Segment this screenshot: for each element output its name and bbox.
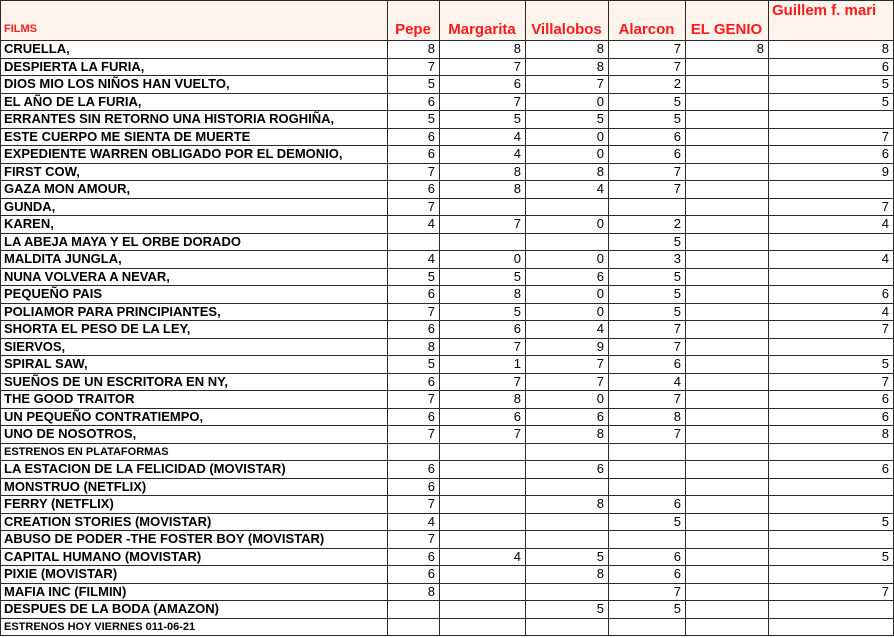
score-cell[interactable]: 3	[609, 251, 686, 269]
score-cell[interactable]	[686, 531, 769, 549]
film-row	[1, 426, 894, 444]
score-cell[interactable]: 6	[609, 128, 686, 146]
score-cell[interactable]	[686, 461, 769, 479]
header-cell-villalobos[interactable]: Villalobos	[526, 1, 609, 41]
score-cell[interactable]: 0	[526, 391, 609, 409]
score-cell[interactable]: 5	[388, 76, 440, 94]
score-cell[interactable]: 7	[609, 391, 686, 409]
score-cell[interactable]	[769, 181, 894, 199]
score-cell[interactable]: 8	[686, 41, 769, 59]
score-cell[interactable]	[609, 198, 686, 216]
score-cell[interactable]: 8	[526, 163, 609, 181]
film-title-cell[interactable]: EL AÑO DE LA FURIA,	[1, 93, 388, 111]
header-cell-pepe[interactable]: Pepe	[388, 1, 440, 41]
score-cell[interactable]	[440, 478, 526, 496]
score-cell[interactable]	[686, 373, 769, 391]
film-title-cell[interactable]: THE GOOD TRAITOR	[1, 391, 388, 409]
score-cell[interactable]: 8	[440, 286, 526, 304]
score-cell[interactable]: 7	[388, 531, 440, 549]
score-cell[interactable]: 0	[526, 128, 609, 146]
score-cell[interactable]: 7	[526, 356, 609, 374]
empty-cell[interactable]	[388, 443, 440, 461]
film-title-cell[interactable]: KAREN,	[1, 216, 388, 234]
film-row	[1, 338, 894, 356]
empty-cell[interactable]	[686, 618, 769, 636]
empty-cell[interactable]	[609, 443, 686, 461]
score-cell[interactable]: 9	[526, 338, 609, 356]
score-cell[interactable]	[769, 531, 894, 549]
empty-cell[interactable]	[769, 618, 894, 636]
score-cell[interactable]: 5	[769, 513, 894, 531]
score-cell[interactable]: 5	[769, 76, 894, 94]
score-cell[interactable]: 5	[526, 111, 609, 129]
score-cell[interactable]	[686, 338, 769, 356]
film-title-cell[interactable]: LA ESTACION DE LA FELICIDAD (MOVISTAR)	[1, 461, 388, 479]
score-cell[interactable]	[686, 583, 769, 601]
score-cell[interactable]: 8	[526, 496, 609, 514]
film-row	[1, 548, 894, 566]
score-cell[interactable]: 5	[609, 268, 686, 286]
score-cell[interactable]: 7	[440, 216, 526, 234]
film-title-cell[interactable]: PIXIE (MOVISTAR)	[1, 566, 388, 584]
score-cell[interactable]: 4	[440, 146, 526, 164]
film-title-cell[interactable]: DIOS MIO LOS NIÑOS HAN VUELTO,	[1, 76, 388, 94]
score-cell[interactable]: 7	[609, 338, 686, 356]
score-cell[interactable]	[686, 268, 769, 286]
score-cell[interactable]	[440, 513, 526, 531]
score-cell[interactable]: 8	[769, 41, 894, 59]
film-title-cell[interactable]: NUNA VOLVERA A NEVAR,	[1, 268, 388, 286]
score-cell[interactable]: 4	[769, 251, 894, 269]
film-row	[1, 58, 894, 76]
film-title-cell[interactable]: FIRST COW,	[1, 163, 388, 181]
film-title-cell[interactable]: MALDITA JUNGLA,	[1, 251, 388, 269]
score-cell[interactable]: 6	[388, 478, 440, 496]
score-cell[interactable]: 4	[388, 251, 440, 269]
empty-cell[interactable]	[526, 443, 609, 461]
score-cell[interactable]: 7	[440, 58, 526, 76]
score-cell[interactable]	[686, 233, 769, 251]
score-cell[interactable]	[440, 198, 526, 216]
score-cell[interactable]	[769, 566, 894, 584]
score-cell[interactable]: 7	[388, 163, 440, 181]
score-cell[interactable]: 6	[440, 408, 526, 426]
score-cell[interactable]	[440, 233, 526, 251]
score-cell[interactable]: 5	[769, 356, 894, 374]
film-row	[1, 41, 894, 59]
score-cell[interactable]: 1	[440, 356, 526, 374]
score-cell[interactable]: 0	[526, 303, 609, 321]
film-row	[1, 163, 894, 181]
score-cell[interactable]: 6	[388, 93, 440, 111]
film-row	[1, 321, 894, 339]
score-cell[interactable]	[609, 531, 686, 549]
score-cell[interactable]	[686, 496, 769, 514]
score-cell[interactable]	[769, 111, 894, 129]
empty-cell[interactable]	[686, 443, 769, 461]
score-cell[interactable]: 4	[526, 321, 609, 339]
score-cell[interactable]: 8	[440, 163, 526, 181]
score-cell[interactable]: 4	[609, 373, 686, 391]
score-cell[interactable]	[686, 513, 769, 531]
score-cell[interactable]: 8	[388, 41, 440, 59]
film-title-cell[interactable]: PEQUEÑO PAIS	[1, 286, 388, 304]
score-cell[interactable]	[686, 321, 769, 339]
score-cell[interactable]: 5	[388, 268, 440, 286]
score-cell[interactable]: 7	[609, 181, 686, 199]
score-cell[interactable]: 7	[388, 391, 440, 409]
score-cell[interactable]: 7	[526, 76, 609, 94]
score-cell[interactable]: 0	[526, 146, 609, 164]
empty-cell[interactable]	[388, 618, 440, 636]
score-cell[interactable]: 4	[769, 216, 894, 234]
film-title-cell[interactable]: EXPEDIENTE WARREN OBLIGADO POR EL DEMONIO,	[1, 146, 388, 164]
empty-cell[interactable]	[769, 443, 894, 461]
score-cell[interactable]	[686, 391, 769, 409]
score-cell[interactable]: 7	[388, 303, 440, 321]
score-cell[interactable]: 5	[609, 233, 686, 251]
film-row	[1, 461, 894, 479]
empty-cell[interactable]	[440, 618, 526, 636]
score-cell[interactable]: 8	[526, 566, 609, 584]
film-row	[1, 233, 894, 251]
score-cell[interactable]: 6	[526, 408, 609, 426]
score-cell[interactable]	[686, 128, 769, 146]
score-cell[interactable]	[686, 111, 769, 129]
film-row	[1, 531, 894, 549]
score-cell[interactable]	[686, 426, 769, 444]
score-cell[interactable]	[686, 198, 769, 216]
score-cell[interactable]	[440, 583, 526, 601]
score-cell[interactable]: 6	[609, 356, 686, 374]
film-title-cell[interactable]: POLIAMOR PARA PRINCIPIANTES,	[1, 303, 388, 321]
score-cell[interactable]: 4	[526, 181, 609, 199]
film-title-cell[interactable]: ESTE CUERPO ME SIENTA DE MUERTE	[1, 128, 388, 146]
score-cell[interactable]: 5	[388, 356, 440, 374]
film-title-cell[interactable]: ERRANTES SIN RETORNO UNA HISTORIA ROGHIÑA,	[1, 111, 388, 129]
score-cell[interactable]: 5	[526, 601, 609, 619]
score-cell[interactable]	[686, 251, 769, 269]
film-row	[1, 76, 894, 94]
score-cell[interactable]	[526, 233, 609, 251]
film-title-cell[interactable]: GAZA MON AMOUR,	[1, 181, 388, 199]
score-cell[interactable]: 4	[388, 216, 440, 234]
film-row	[1, 566, 894, 584]
score-cell[interactable]	[526, 478, 609, 496]
score-cell[interactable]: 6	[388, 286, 440, 304]
score-cell[interactable]	[440, 601, 526, 619]
film-row	[1, 93, 894, 111]
score-cell[interactable]: 8	[388, 338, 440, 356]
score-cell[interactable]	[440, 566, 526, 584]
score-cell[interactable]: 6	[440, 76, 526, 94]
section-note-row	[1, 618, 894, 636]
film-row	[1, 146, 894, 164]
score-cell[interactable]: 4	[388, 513, 440, 531]
score-cell[interactable]	[686, 216, 769, 234]
score-cell[interactable]: 6	[526, 268, 609, 286]
score-cell[interactable]: 7	[769, 198, 894, 216]
score-cell[interactable]: 6	[769, 391, 894, 409]
film-title-cell[interactable]: SPIRAL SAW,	[1, 356, 388, 374]
score-cell[interactable]	[526, 583, 609, 601]
score-cell[interactable]	[686, 303, 769, 321]
score-cell[interactable]: 7	[388, 198, 440, 216]
score-cell[interactable]: 6	[769, 58, 894, 76]
score-cell[interactable]: 5	[526, 548, 609, 566]
section-note-row	[1, 443, 894, 461]
score-cell[interactable]: 0	[526, 251, 609, 269]
score-cell[interactable]: 7	[609, 426, 686, 444]
film-title-cell[interactable]: UN PEQUEÑO CONTRATIEMPO,	[1, 408, 388, 426]
film-row	[1, 478, 894, 496]
film-row	[1, 391, 894, 409]
film-title-cell[interactable]: DESPUES DE LA BODA (AMAZON)	[1, 601, 388, 619]
score-cell[interactable]	[686, 548, 769, 566]
score-cell[interactable]: 5	[440, 111, 526, 129]
score-cell[interactable]: 7	[769, 373, 894, 391]
score-cell[interactable]	[769, 233, 894, 251]
score-cell[interactable]: 5	[609, 111, 686, 129]
score-cell[interactable]: 8	[526, 41, 609, 59]
film-row	[1, 251, 894, 269]
film-title-cell[interactable]: CAPITAL HUMANO (MOVISTAR)	[1, 548, 388, 566]
film-row	[1, 216, 894, 234]
film-row	[1, 198, 894, 216]
film-title-cell[interactable]: DESPIERTA LA FURIA,	[1, 58, 388, 76]
score-cell[interactable]	[609, 478, 686, 496]
score-cell[interactable]: 7	[440, 426, 526, 444]
film-row	[1, 601, 894, 619]
film-title-cell[interactable]: UNO DE NOSOTROS,	[1, 426, 388, 444]
film-title-cell[interactable]: MONSTRUO (NETFLIX)	[1, 478, 388, 496]
film-row	[1, 513, 894, 531]
film-row	[1, 496, 894, 514]
score-cell[interactable]: 6	[769, 286, 894, 304]
score-cell[interactable]	[388, 601, 440, 619]
header-cell-el-genio[interactable]: EL GENIO	[686, 1, 769, 41]
score-cell[interactable]: 5	[769, 548, 894, 566]
score-cell[interactable]: 5	[769, 93, 894, 111]
score-cell[interactable]: 8	[388, 583, 440, 601]
film-title-cell[interactable]: GUNDA,	[1, 198, 388, 216]
score-cell[interactable]	[388, 233, 440, 251]
score-cell[interactable]: 7	[440, 93, 526, 111]
score-cell[interactable]: 7	[388, 496, 440, 514]
score-cell[interactable]: 6	[769, 461, 894, 479]
film-row	[1, 111, 894, 129]
score-cell[interactable]: 6	[388, 548, 440, 566]
score-cell[interactable]: 6	[388, 181, 440, 199]
score-cell[interactable]: 6	[609, 566, 686, 584]
score-cell[interactable]: 7	[769, 583, 894, 601]
score-cell[interactable]: 7	[388, 58, 440, 76]
film-row	[1, 356, 894, 374]
score-cell[interactable]: 4	[440, 128, 526, 146]
header-cell-guillem[interactable]: Guillem f. mari	[769, 1, 894, 41]
score-cell[interactable]: 6	[440, 321, 526, 339]
score-cell[interactable]	[686, 478, 769, 496]
score-cell[interactable]	[686, 408, 769, 426]
score-cell[interactable]	[686, 146, 769, 164]
score-cell[interactable]: 7	[609, 163, 686, 181]
score-cell[interactable]	[686, 93, 769, 111]
score-cell[interactable]	[769, 496, 894, 514]
film-title-cell[interactable]: FERRY (NETFLIX)	[1, 496, 388, 514]
score-cell[interactable]: 8	[609, 408, 686, 426]
score-cell[interactable]: 8	[769, 426, 894, 444]
header-cell-margarita[interactable]: Margarita	[440, 1, 526, 41]
score-cell[interactable]	[526, 513, 609, 531]
empty-cell[interactable]	[440, 443, 526, 461]
score-cell[interactable]: 7	[609, 321, 686, 339]
score-cell[interactable]: 5	[440, 268, 526, 286]
film-title-cell[interactable]: SIERVOS,	[1, 338, 388, 356]
score-cell[interactable]: 2	[609, 76, 686, 94]
empty-cell[interactable]	[609, 618, 686, 636]
score-cell[interactable]: 6	[769, 408, 894, 426]
score-cell[interactable]: 0	[526, 93, 609, 111]
score-cell[interactable]: 5	[609, 601, 686, 619]
score-cell[interactable]: 8	[440, 181, 526, 199]
score-cell[interactable]: 6	[388, 566, 440, 584]
score-cell[interactable]	[440, 461, 526, 479]
score-cell[interactable]: 5	[609, 303, 686, 321]
score-cell[interactable]	[526, 531, 609, 549]
film-title-cell[interactable]: ABUSO DE PODER -THE FOSTER BOY (MOVISTAR)	[1, 531, 388, 549]
score-cell[interactable]: 6	[609, 146, 686, 164]
score-cell[interactable]: 7	[609, 41, 686, 59]
score-cell[interactable]: 7	[609, 583, 686, 601]
score-cell[interactable]	[686, 58, 769, 76]
score-cell[interactable]: 8	[440, 41, 526, 59]
score-cell[interactable]: 7	[440, 338, 526, 356]
film-title-cell[interactable]: MAFIA INC (FILMIN)	[1, 583, 388, 601]
score-cell[interactable]: 4	[769, 303, 894, 321]
score-cell[interactable]: 7	[388, 426, 440, 444]
score-cell[interactable]: 6	[388, 146, 440, 164]
score-cell[interactable]	[769, 601, 894, 619]
score-cell[interactable]	[686, 163, 769, 181]
score-cell[interactable]: 7	[609, 58, 686, 76]
header-cell-films[interactable]: FILMS	[1, 1, 388, 41]
score-cell[interactable]: 8	[526, 426, 609, 444]
score-cell[interactable]	[769, 268, 894, 286]
score-cell[interactable]	[686, 356, 769, 374]
film-row	[1, 583, 894, 601]
score-cell[interactable]: 2	[609, 216, 686, 234]
score-cell[interactable]	[686, 601, 769, 619]
score-cell[interactable]: 6	[609, 548, 686, 566]
score-cell[interactable]: 6	[388, 321, 440, 339]
film-row	[1, 303, 894, 321]
score-cell[interactable]: 0	[440, 251, 526, 269]
score-cell[interactable]: 6	[769, 146, 894, 164]
score-cell[interactable]: 7	[440, 373, 526, 391]
score-cell[interactable]: 5	[609, 93, 686, 111]
score-cell[interactable]: 7	[769, 321, 894, 339]
score-cell[interactable]: 6	[388, 128, 440, 146]
score-cell[interactable]: 7	[769, 128, 894, 146]
film-title-cell[interactable]: SHORTA EL PESO DE LA LEY,	[1, 321, 388, 339]
score-cell[interactable]: 6	[388, 461, 440, 479]
score-cell[interactable]	[526, 198, 609, 216]
film-title-cell[interactable]: CREATION STORIES (MOVISTAR)	[1, 513, 388, 531]
score-cell[interactable]	[686, 566, 769, 584]
score-cell[interactable]: 6	[388, 373, 440, 391]
score-cell[interactable]	[609, 461, 686, 479]
score-cell[interactable]	[440, 496, 526, 514]
score-cell[interactable]	[686, 76, 769, 94]
score-cell[interactable]	[769, 338, 894, 356]
score-cell[interactable]: 9	[769, 163, 894, 181]
header-cell-alarcon[interactable]: Alarcon	[609, 1, 686, 41]
score-cell[interactable]: 8	[440, 391, 526, 409]
film-row	[1, 373, 894, 391]
section-note-cell[interactable]: ESTRENOS HOY VIERNES 011-06-21	[1, 618, 388, 636]
score-cell[interactable]: 5	[388, 111, 440, 129]
film-row	[1, 286, 894, 304]
score-cell[interactable]: 6	[609, 496, 686, 514]
score-cell[interactable]: 7	[526, 373, 609, 391]
film-row	[1, 181, 894, 199]
score-cell[interactable]	[769, 478, 894, 496]
score-cell[interactable]	[440, 531, 526, 549]
film-row	[1, 128, 894, 146]
score-cell[interactable]: 5	[440, 303, 526, 321]
film-row	[1, 268, 894, 286]
score-cell[interactable]: 5	[609, 513, 686, 531]
score-cell[interactable]: 0	[526, 286, 609, 304]
film-title-cell[interactable]: CRUELLA,	[1, 41, 388, 59]
film-title-cell[interactable]: LA ABEJA MAYA Y EL ORBE DORADO	[1, 233, 388, 251]
score-cell[interactable]	[686, 286, 769, 304]
film-title-cell[interactable]: SUEÑOS DE UN ESCRITORA EN NY,	[1, 373, 388, 391]
score-cell[interactable]: 6	[526, 461, 609, 479]
header-row	[1, 1, 894, 41]
score-cell[interactable]: 5	[609, 286, 686, 304]
section-note-cell[interactable]: ESTRENOS EN PLATAFORMAS	[1, 443, 388, 461]
score-cell[interactable]: 0	[526, 216, 609, 234]
score-cell[interactable]: 6	[388, 408, 440, 426]
film-row	[1, 408, 894, 426]
score-cell[interactable]: 8	[526, 58, 609, 76]
empty-cell[interactable]	[526, 618, 609, 636]
score-cell[interactable]: 4	[440, 548, 526, 566]
score-cell[interactable]	[686, 181, 769, 199]
